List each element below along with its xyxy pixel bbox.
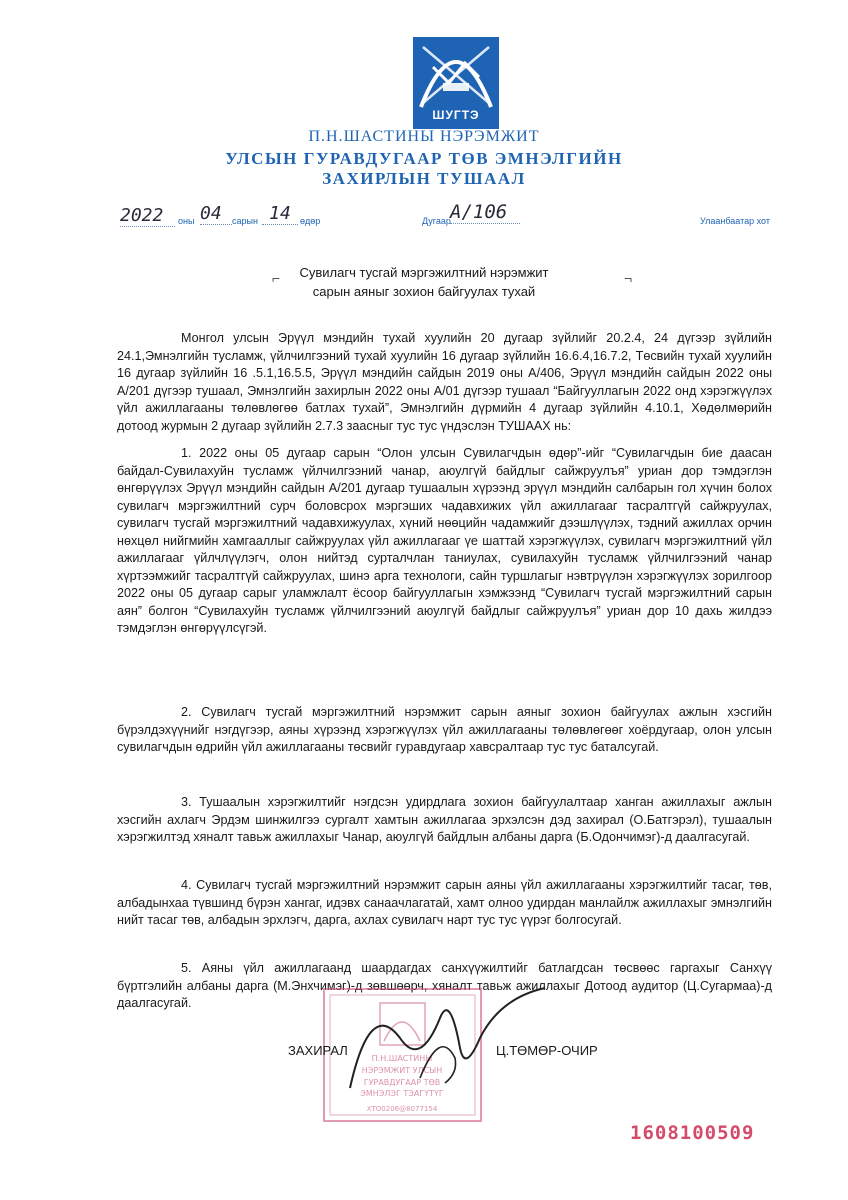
order-item-2: 2. Сувилагч тусгай мэргэжилтний нэрэмжит сарын аяныг зохион байгуулах ажлын хэсгийн бүрэлдэхүүнийг нэгдүгээр, аяны хүрээнд хэрэгжүүлэх үйл ажиллагааны төлөвлөгөөг хоёрдугаар, олон улсын сувилагчдын өдрийн үйл ажиллагааны төсвийг гуравдугаар хавсралтаар тус тус баталсугай. [117,705,772,754]
org-line-3: ЗАХИРЛЫН ТУШААЛ [322,169,526,188]
svg-text:НЭРЭМЖИТ УЛСЫН: НЭРЭМЖИТ УЛСЫН [361,1066,443,1075]
month-suffix: сарын [232,216,258,226]
handwritten-signature [330,978,550,1098]
date-month: 04 [200,203,232,225]
org-line-1: П.Н.ШАСТИНЫ НЭРЭМЖИТ [308,128,540,145]
order-number: А/106 [450,201,520,224]
date-year: 2022 [120,205,175,227]
city: Улаанбаатар хот [700,216,770,226]
preamble: Монгол улсын Эрүүл мэндийн тухай хуулийн 20 дугаар зүйлийг 20.2.4, 24 дүгээр зүйлийн 24.1,Эмнэлгийн тусламж, үйлчилгээний тухай хуулийн 16 дугаар зүйлийн 16.6.4,16.7.2, Төсвийн тухай хуулийн 16 дугаар зүйлийн 16 .5.1,16.5.5, Эрүүл мэндийн сайдын 2019 оны А/406, Эрүүл мэндийн сайдын 2022 оны А/201 дүгээр тушаал, Эмнэлгийн захирлын 2022 оны А/01 дүгээр тушаал “Байгууллагын 2022 онд хэрэгжүүлэх үйл ажиллагааны төлөвлөгөө батлах тухай”, Эмнэлгийн дүрмийн 4 дугаар зүйлийн 4.10.1, Хөдөлмөрийн дотоод журмын 2 дугаар зүйлийн 2.7.3 заасныг тус тус үндэслэн ТУШААХ нь: [117,331,772,433]
number-label: Дугаар [422,216,451,226]
order-item-3: 3. Тушаалын хэрэгжилтийг нэгдсэн удирдлага зохион байгуулалтаар ханган ажиллахыг ажлын хэсгийн ахлагч Эрдэм шинжилгээ сургалт хамтын ажиллагаа эрхэлсэн дэд захирал (О.Батгэрэл), тушаалын хэрэгжилтэд хяналт тавьж ажиллахыг Чанар, аюулгүй байдлын албаны дарга (Б.Одончимэг)-д даалгасугай. [117,795,772,844]
logo-text: ШУГТЭ [432,108,480,122]
svg-text:ХТО0206@8077154: ХТО0206@8077154 [366,1105,438,1113]
order-item-5: 5. Аяны үйл ажиллагаанд шаардагдах санхүүжилтийг батлагдсан төсвөөс гаргахыг Санхүү бүртгэлийн албаны дарга (М.Энхчимэг)-д зөвшөөрч, хяналт тавьж ажиллахыг Дотоод аудитор (Ц.Сугармаа)-д даалгасугай. [117,961,772,1010]
date-day: 14 [262,203,298,225]
svg-text:П.Н.ШАСТИНЫ: П.Н.ШАСТИНЫ [371,1054,433,1063]
subject [0,263,848,301]
svg-text:ЭМНЭЛЭГ ТЭАГҮТҮГ: ЭМНЭЛЭГ ТЭАГҮТҮГ [360,1089,444,1098]
day-suffix: өдөр [300,216,321,226]
date-row [120,201,760,233]
subject-line-1: Сувилагч тусгай мэргэжилтний нэрэмжит [299,265,549,280]
org-line-2: УЛСЫН ГУРАВДУГААР ТӨВ ЭМНЭЛГИЙН [225,149,623,168]
svg-text:ГУРАВДУГААР ТӨВ: ГУРАВДУГААР ТӨВ [363,1078,441,1087]
serial-number: 1608100509 [630,1122,755,1144]
signatory-name: Ц.ТӨМӨР-ОЧИР [496,1043,598,1058]
year-suffix: оны [178,216,195,226]
subject-line-2: сарын аяныг зохион байгуулах тухай [312,284,536,299]
subject-bracket-right: ¬ [624,270,633,286]
order-item-1: 1. 2022 оны 05 дугаар сарын “Олон улсын Сувилагчдын өдөр”-ийг “Сувилагчдын бие даасан байдал-Сувилахуйн тусламж үйлчилгээний чанар, аюулгүй байдлыг сайжруулъя” уриан дор тэмдэглэн өнгөрүүлэх Эрүүл мэндийн сайдын А/201 дугаар тушаалын хүрээнд эрүүл мэндийн салбарын гол хүчин болох сувилагч мэргэжилтний сурч боловсрох мэргэших чадавхижих үйл ажиллагааг тасралтгүй сайжруулах, сувилагч тусгай мэргэжилтний чадавхижуулах, хүний нөөцийн чадамжийг дээшлүүлэх, тэдний ажиллах орчин нөхцөл нийгмийн хамгааллыг сайжруулах үйл ажиллагааг үе шаттай хэрэгжүүлэх, сувилагч мэргэжилтний үйл ажиллагааг үйлчлүүлэгч, олон нийтэд сурталчлан таниулах, сувилахуйн тусламж үйлчилгээний чанар хүртээмжийг тасралтгүй сайжруулах, шинэ арга технологи, сайн туршлагыг нэвтрүүлэн хэрэгжүүлэх зорилгоор 2022 оны 05 дугаар сарыг уламжлалт ёсоор байгууллагын хэмжээнд “Сувилагч тусгай мэргэжилтний сарын аян” болгон “Сувилахуйн тусламж үйлчилгээний аюулгүй байдлыг сайжруулъя” уриан дор 10 дахь жилдээ тэмдэглэн өнгөрүүлсүгэй. [117,446,772,635]
order-item-4: 4. Сувилагч тусгай мэргэжилтний нэрэмжит сарын аяны үйл ажиллагааны хэрэгжилтийг тасаг, төв, албадынхаа түвшинд бүрэн хангаг, идэвх санаачлагатай, хамт олноо удирдан манлайлж ажиллахыг эмнэлгийн нийт тасаг төв, албадын эрхлэгч, дарга, ахлах сувилагч нарт тус тус үүрэг болгосугай. [117,878,772,927]
signatory-title: ЗАХИРАЛ [288,1043,348,1058]
subject-bracket-left: ⌐ [272,270,281,286]
